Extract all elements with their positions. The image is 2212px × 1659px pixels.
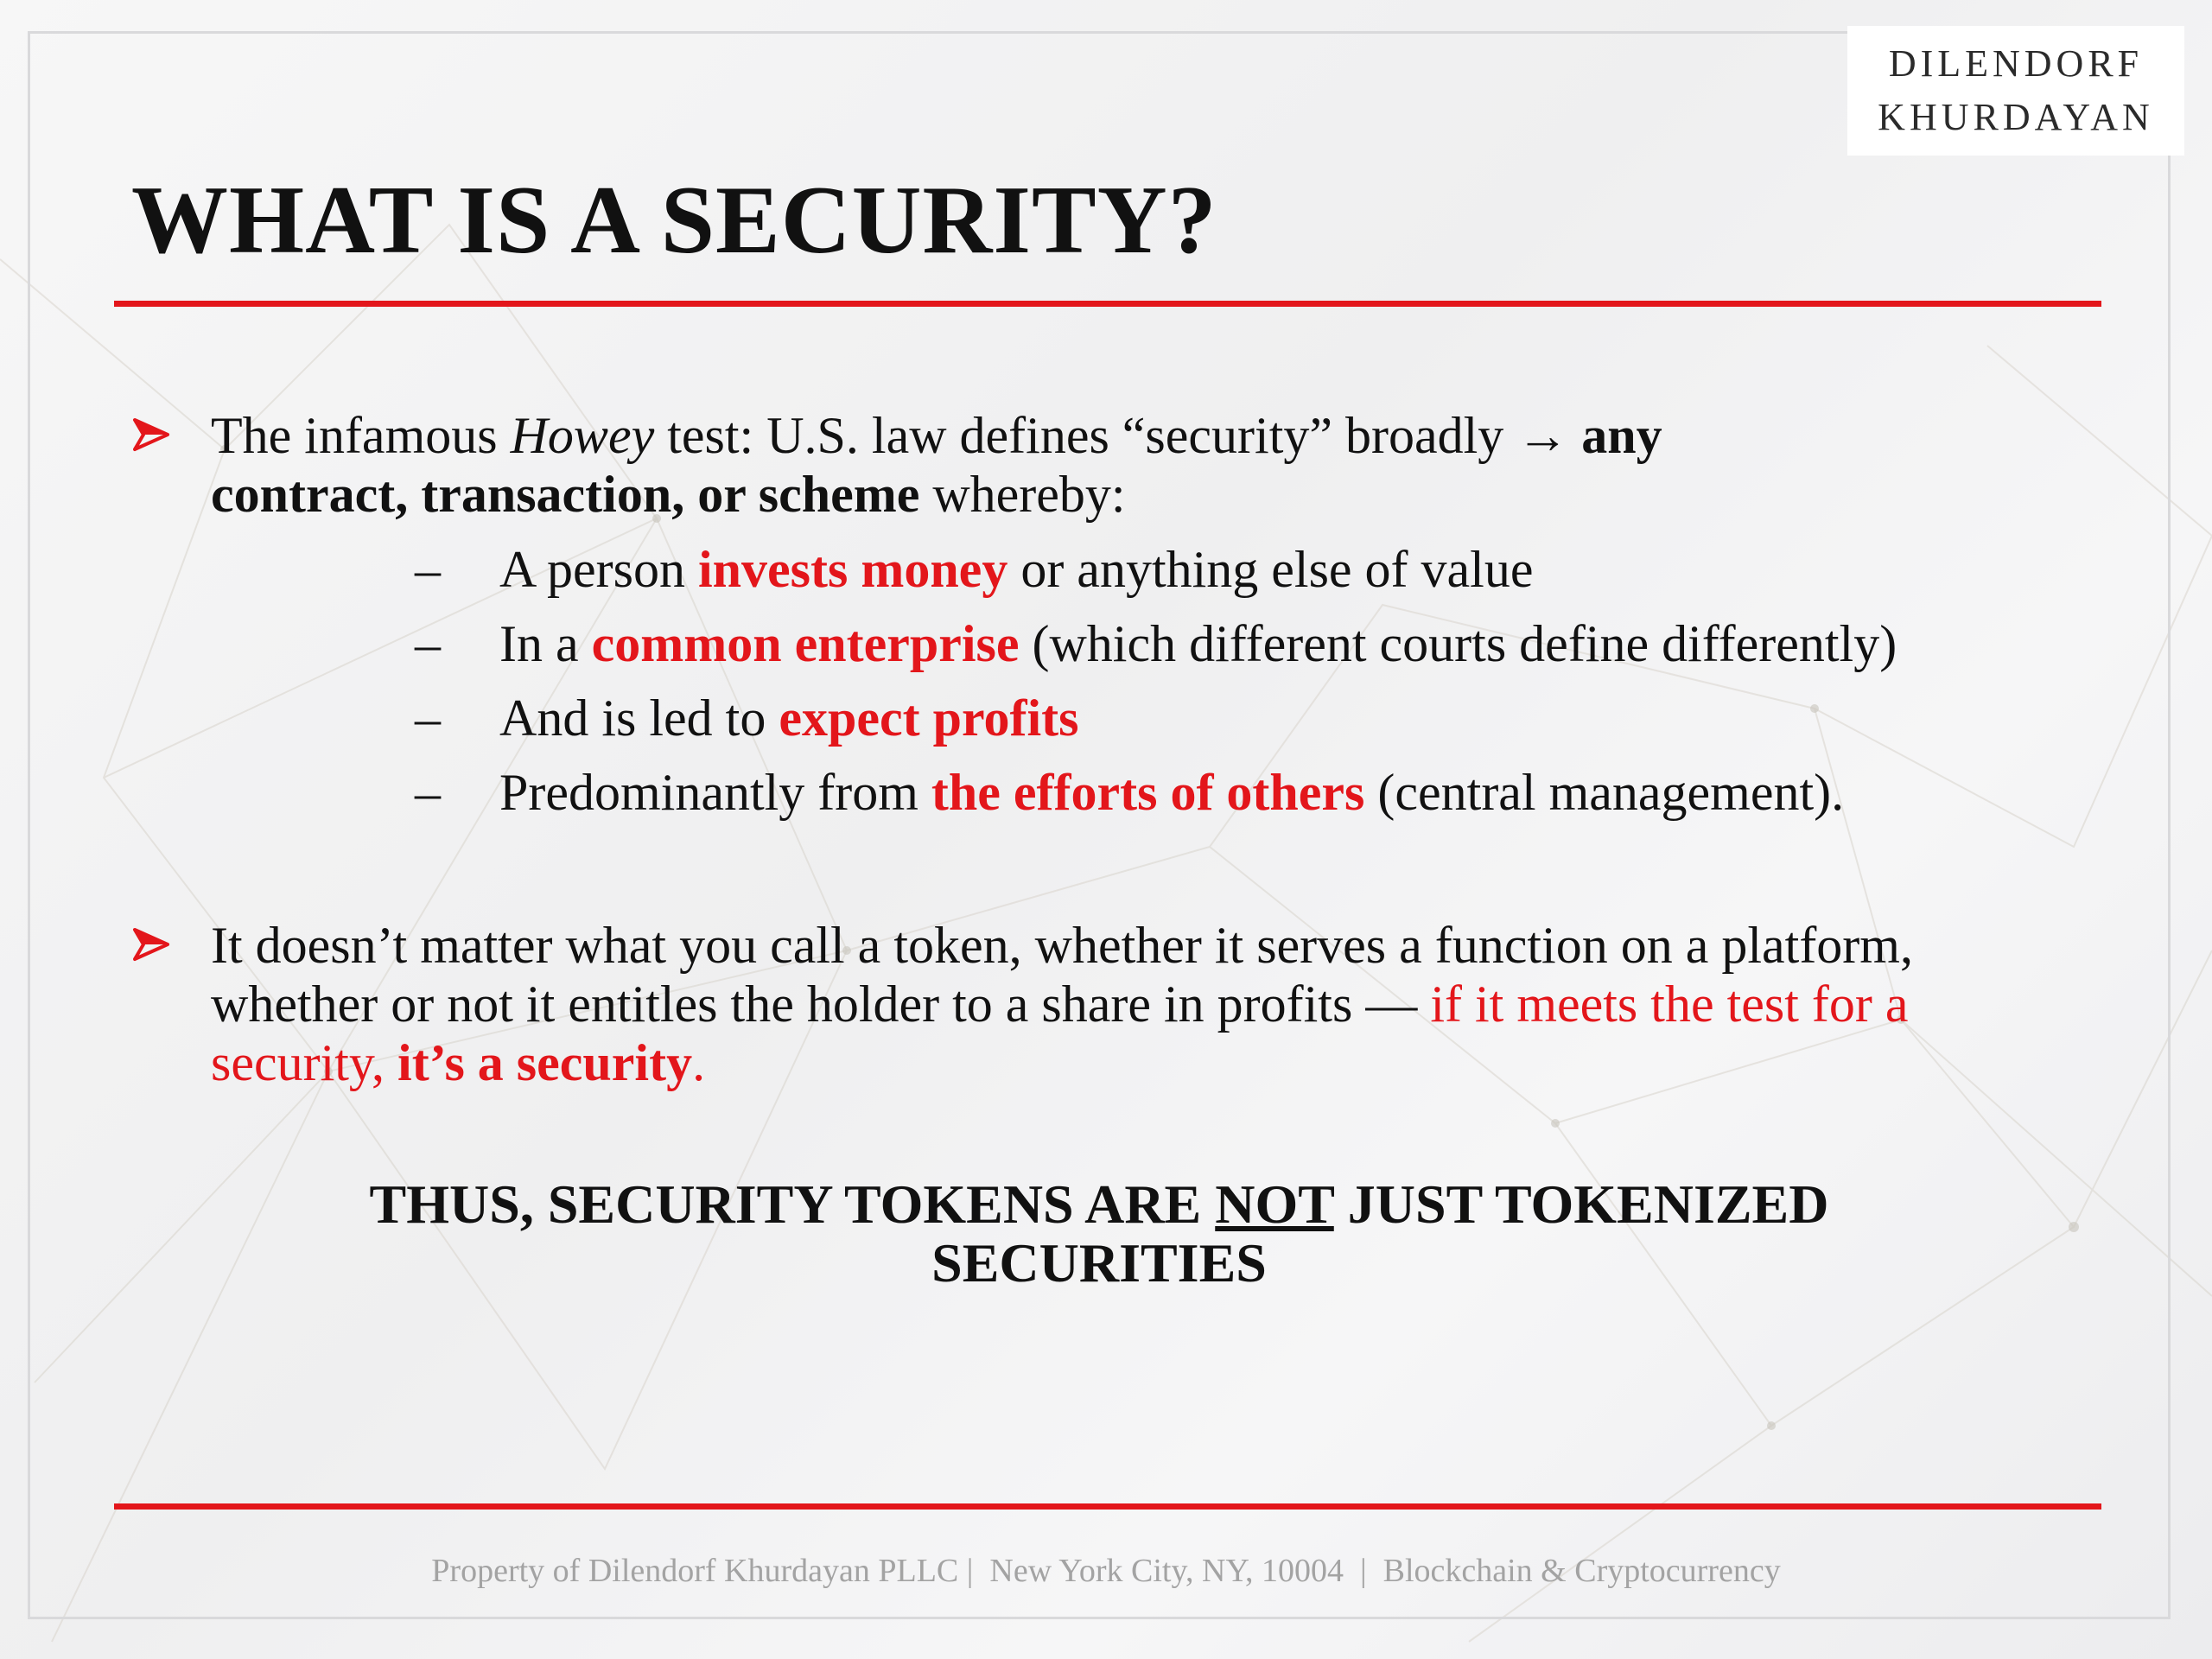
howey-italic: Howey [510, 407, 655, 464]
right-arrow-icon: → [1516, 407, 1569, 464]
list-item [211, 681, 2075, 755]
footer-divider [114, 1503, 2101, 1510]
item-text: A person [499, 541, 698, 598]
bold-text: contract, transaction, or scheme [211, 466, 920, 523]
item-text: Predominantly from [499, 764, 931, 821]
item-highlight: invests money [697, 541, 1008, 598]
list-item [211, 532, 2075, 607]
conclusion-text: THUS, SECURITY TOKENS ARE [369, 1173, 1216, 1235]
logo-line-1: DILENDORF [1888, 42, 2144, 85]
slide-body [131, 406, 2075, 1092]
bold-text: any [1568, 407, 1662, 464]
bullet-token-naming [131, 916, 2075, 1092]
item-highlight: common enterprise [591, 615, 1020, 672]
item-text: or anything else of value [1007, 541, 1534, 598]
conclusion-text: JUST TOKENIZED [1333, 1173, 1829, 1235]
item-highlight: expect profits [779, 690, 1079, 747]
bullet-text: It doesn’t matter what you call a token, whether it serves a function on a platform, whether or not it entitles the holder to a share in profits — [211, 917, 1913, 1033]
item-text: (which different courts define differently) [1019, 615, 1897, 672]
spacer [131, 830, 2075, 916]
title-divider [114, 301, 2101, 307]
footer-text: Property of Dilendorf Khurdayan PLLC | New York City, NY, 10004 | Blockchain & Cryptocurrency [431, 1553, 1781, 1589]
arrowhead-bullet-icon [131, 415, 171, 454]
conclusion-text-line2: SECURITIES [931, 1232, 1267, 1294]
howey-criteria-list [211, 532, 2075, 830]
dash-bullet-icon: – [415, 764, 441, 821]
bullet-text: The infamous [211, 407, 511, 464]
red-text: . [692, 1034, 706, 1091]
dash-bullet-icon: – [415, 690, 441, 747]
conclusion-statement [131, 1175, 2067, 1293]
bullet-text: whereby: [919, 466, 1126, 523]
bullet-howey-test [131, 406, 2075, 830]
red-text: if it meets the test for a security, [211, 976, 1909, 1091]
logo-line-2: KHURDAYAN [1878, 96, 2154, 138]
item-text: (central management). [1364, 764, 1845, 821]
conclusion-underlined: NOT [1215, 1173, 1334, 1235]
dash-bullet-icon: – [415, 615, 441, 672]
item-text: And is led to [499, 690, 779, 747]
red-bold-text: it’s a security [397, 1034, 693, 1091]
item-highlight: the efforts of others [931, 764, 1365, 821]
bullet-text: test: U.S. law defines “security” broadly [654, 407, 1517, 464]
list-item [211, 607, 2075, 681]
company-logo [1847, 26, 2184, 156]
slide-title: WHAT IS A SECURITY? [131, 167, 1217, 274]
dash-bullet-icon: – [415, 541, 441, 598]
item-text: In a [499, 615, 592, 672]
arrowhead-bullet-icon [131, 925, 171, 964]
list-item [211, 755, 2075, 830]
